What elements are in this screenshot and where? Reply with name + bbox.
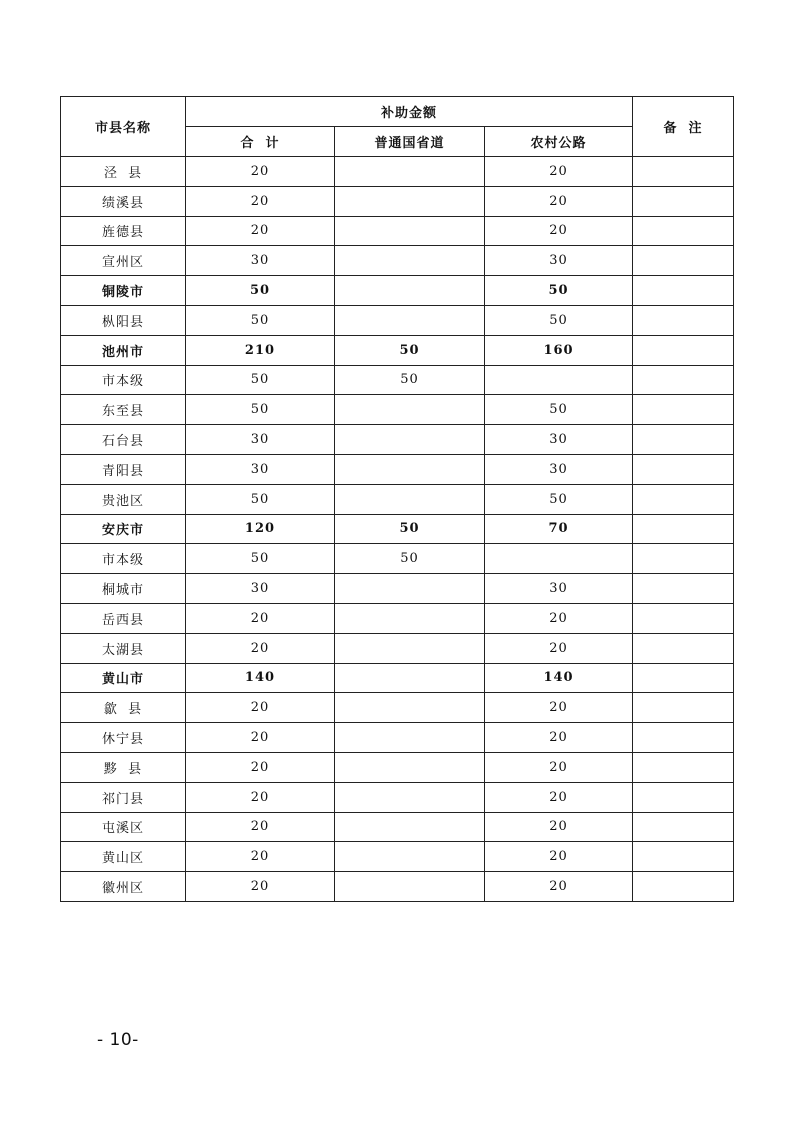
cell-rural-road: 50: [485, 276, 633, 306]
cell-rural-road: 20: [485, 216, 633, 246]
cell-rural-road: 50: [485, 305, 633, 335]
cell-rural-road: 20: [485, 603, 633, 633]
header-city-name: 市县名称: [61, 97, 186, 157]
cell-note: [633, 872, 734, 902]
cell-national-road: [335, 216, 485, 246]
cell-note: [633, 663, 734, 693]
cell-rural-road: 70: [485, 514, 633, 544]
cell-city-name: 休宁县: [61, 723, 186, 753]
cell-city-name: 宣州区: [61, 246, 186, 276]
cell-total: 20: [186, 752, 335, 782]
cell-national-road: [335, 723, 485, 753]
cell-rural-road: [485, 544, 633, 574]
cell-rural-road: 20: [485, 693, 633, 723]
header-national-road: 普通国省道: [335, 127, 485, 157]
cell-rural-road: 20: [485, 186, 633, 216]
table-row: [61, 723, 734, 753]
cell-city-name: 石台县: [61, 425, 186, 455]
table-row: [61, 276, 734, 306]
cell-rural-road: 20: [485, 752, 633, 782]
cell-total: 20: [186, 812, 335, 842]
table-row: [61, 752, 734, 782]
cell-rural-road: 30: [485, 454, 633, 484]
cell-note: [633, 246, 734, 276]
cell-national-road: [335, 186, 485, 216]
table-row: [61, 395, 734, 425]
cell-rural-road: 50: [485, 484, 633, 514]
cell-national-road: [335, 425, 485, 455]
cell-note: [633, 276, 734, 306]
cell-note: [633, 454, 734, 484]
table-row: [61, 693, 734, 723]
cell-total: 30: [186, 246, 335, 276]
cell-city-name: 岳西县: [61, 603, 186, 633]
table-header: [61, 97, 734, 157]
cell-note: [633, 752, 734, 782]
cell-national-road: [335, 603, 485, 633]
cell-note: [633, 723, 734, 753]
cell-national-road: 50: [335, 335, 485, 365]
cell-rural-road: 20: [485, 633, 633, 663]
cell-rural-road: 30: [485, 574, 633, 604]
cell-total: 30: [186, 574, 335, 604]
cell-note: [633, 693, 734, 723]
cell-rural-road: 20: [485, 782, 633, 812]
cell-total: 20: [186, 216, 335, 246]
cell-city-name: 歙 县: [61, 693, 186, 723]
table-row: [61, 633, 734, 663]
page-number: - 10-: [97, 1030, 139, 1050]
cell-total: 20: [186, 186, 335, 216]
cell-national-road: [335, 395, 485, 425]
cell-total: 50: [186, 276, 335, 306]
cell-city-name: 市本级: [61, 365, 186, 395]
header-note: 备 注: [633, 97, 734, 157]
cell-city-name: 池州市: [61, 335, 186, 365]
table-row: [61, 186, 734, 216]
table-row: [61, 514, 734, 544]
cell-rural-road: [485, 365, 633, 395]
cell-national-road: [335, 842, 485, 872]
header-amount-group: 补助金额: [186, 97, 633, 127]
cell-note: [633, 544, 734, 574]
cell-note: [633, 484, 734, 514]
cell-total: 20: [186, 842, 335, 872]
table-row: [61, 454, 734, 484]
header-rural-road: 农村公路: [485, 127, 633, 157]
cell-national-road: [335, 276, 485, 306]
cell-city-name: 安庆市: [61, 514, 186, 544]
cell-rural-road: 140: [485, 663, 633, 693]
cell-rural-road: 20: [485, 812, 633, 842]
cell-total: 50: [186, 544, 335, 574]
cell-rural-road: 20: [485, 872, 633, 902]
cell-note: [633, 603, 734, 633]
cell-total: 20: [186, 782, 335, 812]
cell-city-name: 贵池区: [61, 484, 186, 514]
cell-total: 30: [186, 454, 335, 484]
cell-city-name: 铜陵市: [61, 276, 186, 306]
cell-note: [633, 812, 734, 842]
cell-city-name: 屯溪区: [61, 812, 186, 842]
header-row-1: [61, 97, 734, 127]
table-row: [61, 663, 734, 693]
cell-national-road: [335, 246, 485, 276]
table-row: [61, 782, 734, 812]
subsidy-table: [60, 96, 734, 902]
cell-city-name: 东至县: [61, 395, 186, 425]
cell-total: 20: [186, 157, 335, 187]
cell-national-road: 50: [335, 544, 485, 574]
cell-rural-road: 20: [485, 157, 633, 187]
cell-city-name: 黄山区: [61, 842, 186, 872]
cell-total: 50: [186, 305, 335, 335]
cell-city-name: 徽州区: [61, 872, 186, 902]
cell-city-name: 黟 县: [61, 752, 186, 782]
cell-national-road: [335, 782, 485, 812]
cell-total: 20: [186, 693, 335, 723]
table-row: [61, 812, 734, 842]
cell-total: 20: [186, 633, 335, 663]
cell-national-road: [335, 663, 485, 693]
cell-total: 50: [186, 484, 335, 514]
cell-national-road: [335, 752, 485, 782]
cell-note: [633, 633, 734, 663]
table-row: [61, 246, 734, 276]
cell-total: 140: [186, 663, 335, 693]
cell-note: [633, 365, 734, 395]
cell-note: [633, 782, 734, 812]
cell-city-name: 青阳县: [61, 454, 186, 484]
cell-note: [633, 157, 734, 187]
cell-national-road: [335, 872, 485, 902]
cell-national-road: [335, 693, 485, 723]
cell-total: 210: [186, 335, 335, 365]
cell-total: 20: [186, 603, 335, 633]
table-row: [61, 544, 734, 574]
cell-city-name: 市本级: [61, 544, 186, 574]
cell-total: 50: [186, 395, 335, 425]
table-row: [61, 425, 734, 455]
cell-note: [633, 216, 734, 246]
cell-note: [633, 514, 734, 544]
cell-total: 30: [186, 425, 335, 455]
cell-city-name: 太湖县: [61, 633, 186, 663]
table-row: [61, 216, 734, 246]
cell-note: [633, 842, 734, 872]
table-row: [61, 157, 734, 187]
cell-city-name: 旌德县: [61, 216, 186, 246]
cell-national-road: [335, 305, 485, 335]
cell-national-road: [335, 454, 485, 484]
table-row: [61, 574, 734, 604]
table-body: [61, 157, 734, 902]
cell-note: [633, 395, 734, 425]
cell-note: [633, 425, 734, 455]
table-row: [61, 603, 734, 633]
cell-rural-road: 160: [485, 335, 633, 365]
cell-city-name: 祁门县: [61, 782, 186, 812]
cell-rural-road: 30: [485, 425, 633, 455]
cell-rural-road: 50: [485, 395, 633, 425]
cell-note: [633, 574, 734, 604]
cell-rural-road: 20: [485, 842, 633, 872]
table-row: [61, 305, 734, 335]
cell-total: 120: [186, 514, 335, 544]
cell-city-name: 泾 县: [61, 157, 186, 187]
cell-national-road: [335, 812, 485, 842]
cell-rural-road: 20: [485, 723, 633, 753]
cell-national-road: [335, 157, 485, 187]
cell-note: [633, 335, 734, 365]
cell-rural-road: 30: [485, 246, 633, 276]
header-total: 合 计: [186, 127, 335, 157]
cell-total: 50: [186, 365, 335, 395]
cell-total: 20: [186, 723, 335, 753]
cell-city-name: 枞阳县: [61, 305, 186, 335]
cell-national-road: [335, 633, 485, 663]
table-row: [61, 335, 734, 365]
cell-city-name: 桐城市: [61, 574, 186, 604]
cell-total: 20: [186, 872, 335, 902]
table-row: [61, 365, 734, 395]
cell-national-road: [335, 484, 485, 514]
cell-national-road: 50: [335, 514, 485, 544]
table-row: [61, 872, 734, 902]
cell-national-road: [335, 574, 485, 604]
cell-city-name: 黄山市: [61, 663, 186, 693]
cell-note: [633, 186, 734, 216]
cell-note: [633, 305, 734, 335]
cell-city-name: 绩溪县: [61, 186, 186, 216]
table-row: [61, 842, 734, 872]
cell-national-road: 50: [335, 365, 485, 395]
table-row: [61, 484, 734, 514]
